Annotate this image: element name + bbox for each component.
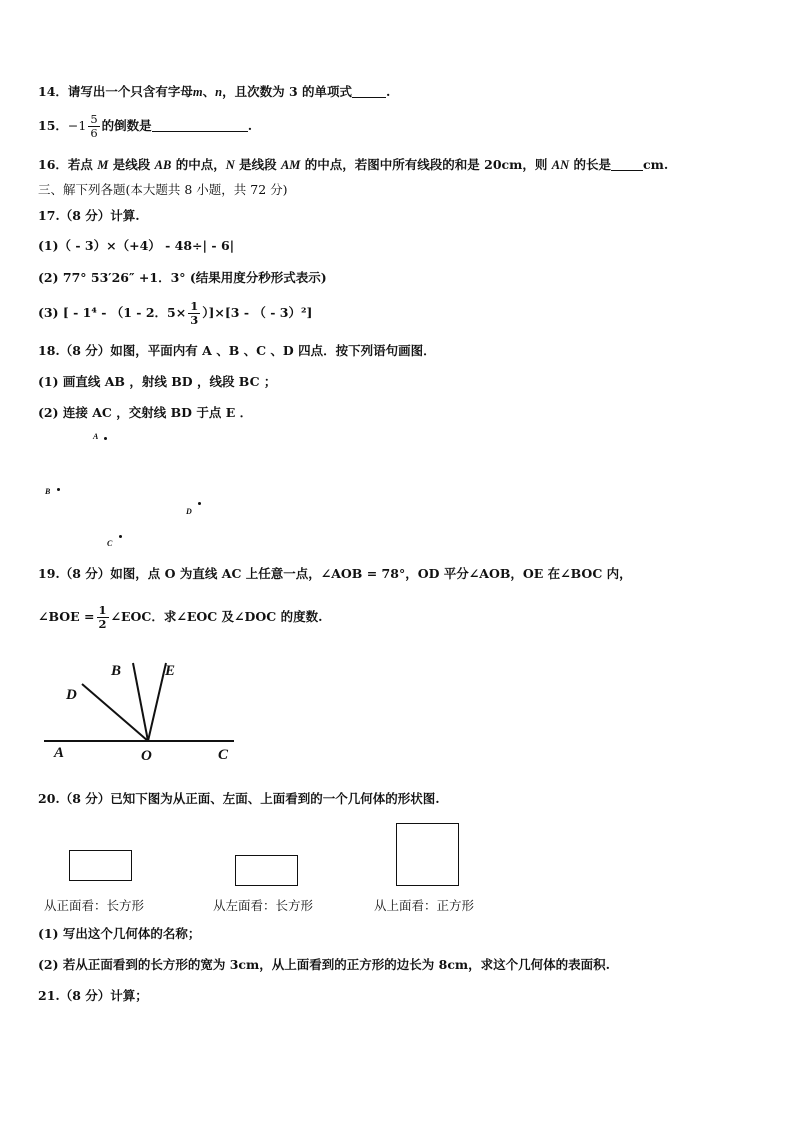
- label-a: A: [54, 745, 65, 761]
- question-20-part-2: (2) 若从正面看到的长方形的宽为 3cm，从上面看到的正方形的边长为 8cm，求这个几何体的表面积.: [38, 957, 611, 972]
- point-b: [57, 488, 60, 491]
- front-view-rectangle: [69, 850, 132, 881]
- question-17-part-1: (1)（ - 3）×（+4） - 48÷| - 6|: [38, 238, 235, 253]
- point-label-c: C: [107, 539, 113, 548]
- front-view-caption: 从正面看：长方形: [44, 899, 145, 913]
- question-18-part-1: (1) 画直线 AB ，射线 BD ，线段 BC ；: [38, 374, 277, 389]
- left-view-rectangle: [235, 855, 298, 886]
- top-view-caption: 从上面看：正方形: [374, 899, 475, 913]
- section-heading: 三、解下列各题(本大题共 8 小题，共 72 分): [38, 182, 288, 197]
- question-14: 14．请写出一个只含有字母m、n，且次数为 3 的单项式 .: [38, 84, 391, 99]
- left-view-caption: 从左面看：长方形: [213, 899, 314, 913]
- fraction: $\frac{1}{2}$: [98, 603, 107, 631]
- point-c: [119, 535, 122, 538]
- question-16: 16．若点 M 是线段 AB 的中点，N 是线段 AM 的中点，若图中所有线段的和是 20cm，则 AN 的长是 cm.: [38, 157, 669, 172]
- question-17-heading: 17.（8 分）计算.: [38, 208, 140, 223]
- point-label-a: A: [93, 432, 99, 441]
- point-d: [198, 502, 201, 505]
- label-d: D: [66, 687, 77, 703]
- fraction: $\frac{1}{3}$: [190, 299, 199, 327]
- point-label-d: D: [186, 507, 192, 516]
- question-19-line-2: ∠BOE = $\frac{1}{2}$ ∠EOC．求∠EOC 及∠DOC 的度数.: [38, 603, 323, 631]
- answer-blank[interactable]: [152, 119, 248, 132]
- ray-oe: [148, 663, 166, 741]
- question-15: 15．−1 $\frac{5}{6}$ 的倒数是 .: [38, 112, 253, 140]
- fraction: $\frac{5}{6}$: [90, 112, 98, 140]
- point-a: [104, 437, 107, 440]
- answer-blank[interactable]: [352, 85, 386, 98]
- top-view-square: [396, 823, 459, 886]
- answer-blank[interactable]: [611, 158, 643, 171]
- angle-figure: [38, 655, 248, 765]
- question-20-heading: 20.（8 分）已知下图为从正面、左面、上面看到的一个几何体的形状图.: [38, 791, 440, 806]
- label-e: E: [165, 663, 176, 679]
- question-19-heading: 19.（8 分）如图，点 O 为直线 AC 上任意一点，∠AOB = 78°，OD 平分∠AOB，OE 在∠BOC 内，: [38, 566, 632, 581]
- question-18-part-2: (2) 连接 AC ，交射线 BD 于点 E ．: [38, 405, 253, 420]
- question-20-part-1: (1) 写出这个几何体的名称；: [38, 926, 201, 941]
- question-17-part-2: (2) 77° 53′26″ +1．3° (结果用度分秒形式表示): [38, 270, 327, 285]
- question-17-part-3: (3) [ - 1⁴ - （1 - 2．5× $\frac{1}{3}$ ）]×[3 - （ - 3）²]: [38, 299, 313, 327]
- point-label-b: B: [45, 487, 51, 496]
- label-b: B: [111, 663, 122, 679]
- question-18-heading: 18.（8 分）如图，平面内有 A 、B 、C 、D 四点．按下列语句画图．: [38, 343, 436, 358]
- label-c: C: [218, 747, 229, 763]
- question-21-heading: 21.（8 分）计算；: [38, 988, 148, 1003]
- label-o: O: [141, 748, 152, 764]
